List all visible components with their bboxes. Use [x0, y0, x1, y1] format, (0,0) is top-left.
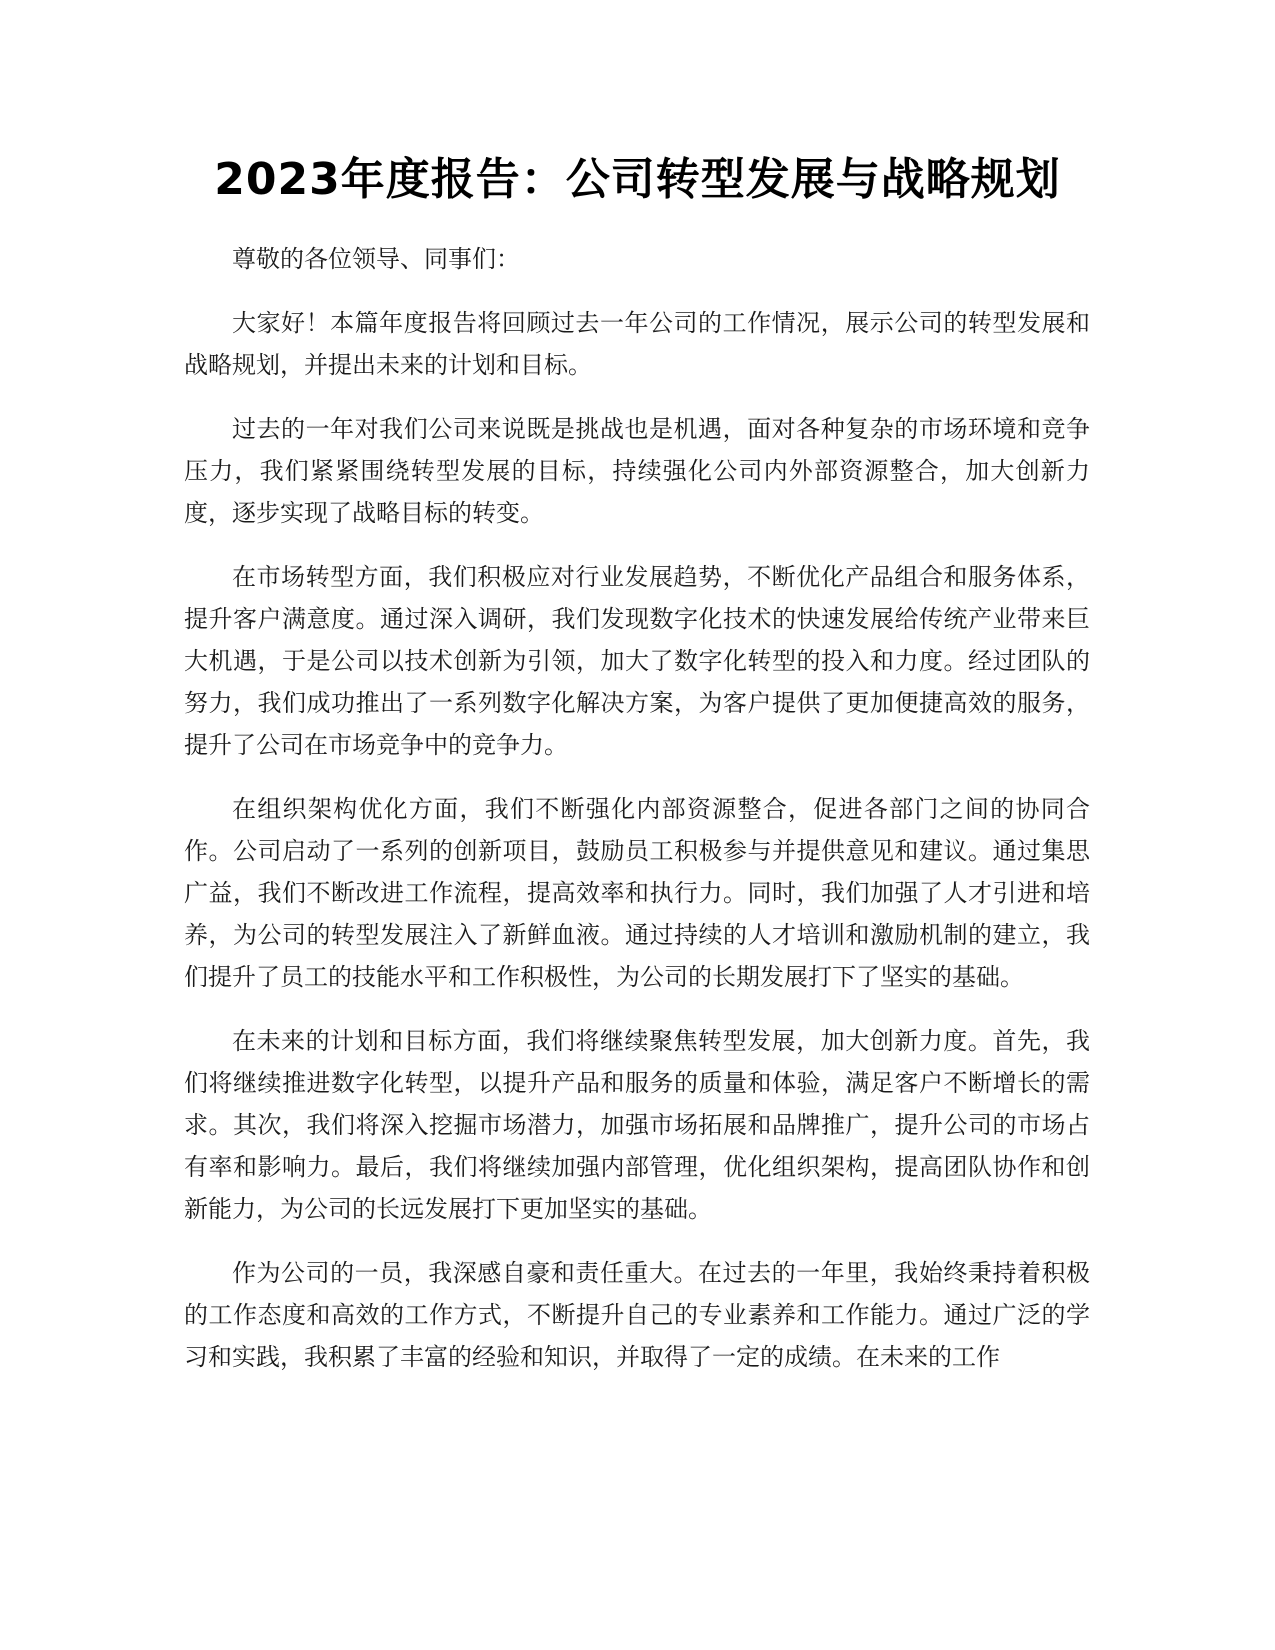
paragraph-intro: 大家好！本篇年度报告将回顾过去一年公司的工作情况，展示公司的转型发展和战略规划，并提出未来的计划和目标。 — [184, 309, 1090, 379]
paragraph-personal: 作为公司的一员，我深感自豪和责任重大。在过去的一年里，我始终秉持着积极的工作态度和高效的工作方式，不断提升自己的专业素养和工作能力。通过广泛的学习和实践，我积累了丰富的经验和知识，并取得了一定的成绩。在未来的工作 — [184, 1259, 1090, 1371]
paragraph-salutation: 尊敬的各位领导、同事们： — [232, 245, 520, 273]
paragraph-future-plans: 在未来的计划和目标方面，我们将继续聚焦转型发展，加大创新力度。首先，我们将继续推进数字化转型，以提升产品和服务的质量和体验，满足客户不断增长的需求。其次，我们将深入挖掘市场潜力，加强市场拓展和品牌推广，提升公司的市场占有率和影响力。最后，我们将继续加强内部管理，优化组织架构，提高团队协作和创新能力，为公司的长远发展打下更加坚实的基础。 — [184, 1027, 1090, 1223]
document-title: 2023年度报告：公司转型发展与战略规划 — [214, 154, 1061, 205]
paragraph-review: 过去的一年对我们公司来说既是挑战也是机遇，面对各种复杂的市场环境和竞争压力，我们紧紧围绕转型发展的目标，持续强化公司内外部资源整合，加大创新力度，逐步实现了战略目标的转变。 — [184, 415, 1090, 527]
paragraph-market-transformation: 在市场转型方面，我们积极应对行业发展趋势，不断优化产品组合和服务体系，提升客户满意度。通过深入调研，我们发现数字化技术的快速发展给传统产业带来巨大机遇，于是公司以技术创新为引领，加大了数字化转型的投入和力度。经过团队的努力，我们成功推出了一系列数字化解决方案，为客户提供了更加便捷高效的服务，提升了公司在市场竞争中的竞争力。 — [184, 563, 1090, 759]
paragraph-organization: 在组织架构优化方面，我们不断强化内部资源整合，促进各部门之间的协同合作。公司启动了一系列的创新项目，鼓励员工积极参与并提供意见和建议。通过集思广益，我们不断改进工作流程，提高效率和执行力。同时，我们加强了人才引进和培养，为公司的转型发展注入了新鲜血液。通过持续的人才培训和激励机制的建立，我们提升了员工的技能水平和工作积极性，为公司的长期发展打下了坚实的基础。 — [184, 795, 1090, 991]
document-body — [184, 238, 1090, 1400]
